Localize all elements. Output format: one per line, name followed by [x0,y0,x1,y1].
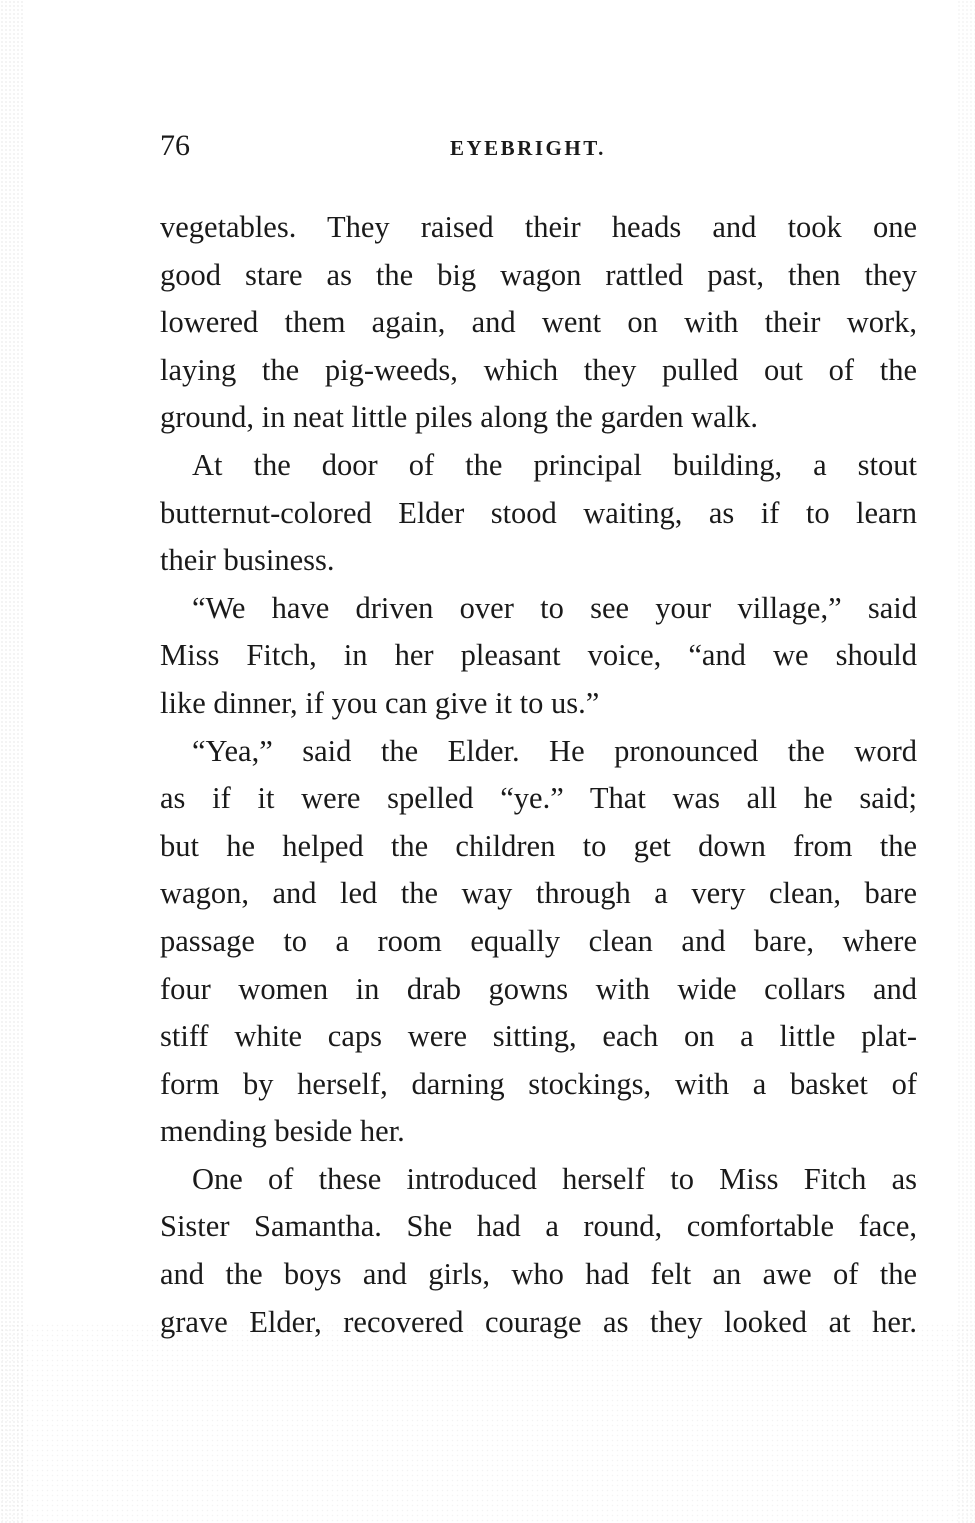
text-line: Sister Samantha. She had a round, comfortable face, [160,1209,917,1244]
page-edge-speckle-right [957,0,975,1523]
body-text [160,204,917,1346]
text-line: wagon, and led the way through a very clean, bare [160,876,917,911]
text-line: Miss Fitch, in her pleasant voice, “and we should [160,638,917,673]
text-line: as if it were spelled “ye.” That was all he said; [160,781,917,816]
page-edge-speckle-left [0,0,24,1523]
text-line: ground, in neat little piles along the garden walk. [160,400,758,435]
page-number: 76 [160,129,190,162]
text-line: stiff white caps were sitting, each on a little plat- [160,1019,917,1054]
text-line: like dinner, if you can give it to us.” [160,685,600,720]
text-line: but he helped the children to get down from the [160,828,917,863]
text-line: lowered them again, and went on with their work, [160,305,917,340]
text-line: their business. [160,543,335,578]
text-line: good stare as the big wagon rattled past, then they [160,257,917,292]
text-line: four women in drab gowns with wide collars and [160,971,917,1006]
page-header [160,128,920,168]
text-line: grave Elder, recovered courage as they looked at her. [160,1304,917,1339]
text-line: form by herself, darning stockings, with a basket of [160,1066,917,1101]
text-line: mending beside her. [160,1114,405,1149]
text-line: One of these introduced herself to Miss Fitch as [192,1161,917,1196]
page-bottom-speckle [0,1323,975,1523]
text-line: At the door of the principal building, a stout [192,447,917,482]
text-line: laying the pig-weeds, which they pulled out of the [160,352,917,387]
running-head: EYEBRIGHT. [450,136,606,160]
text-line: “We have driven over to see your village,” said [192,590,917,625]
text-line: passage to a room equally clean and bare, where [160,923,917,958]
text-line: “Yea,” said the Elder. He pronounced the word [192,733,917,768]
text-line: and the boys and girls, who had felt an awe of the [160,1257,917,1292]
text-line: butternut-colored Elder stood waiting, as if to learn [160,495,917,530]
text-line: vegetables. They raised their heads and took one [160,210,917,244]
